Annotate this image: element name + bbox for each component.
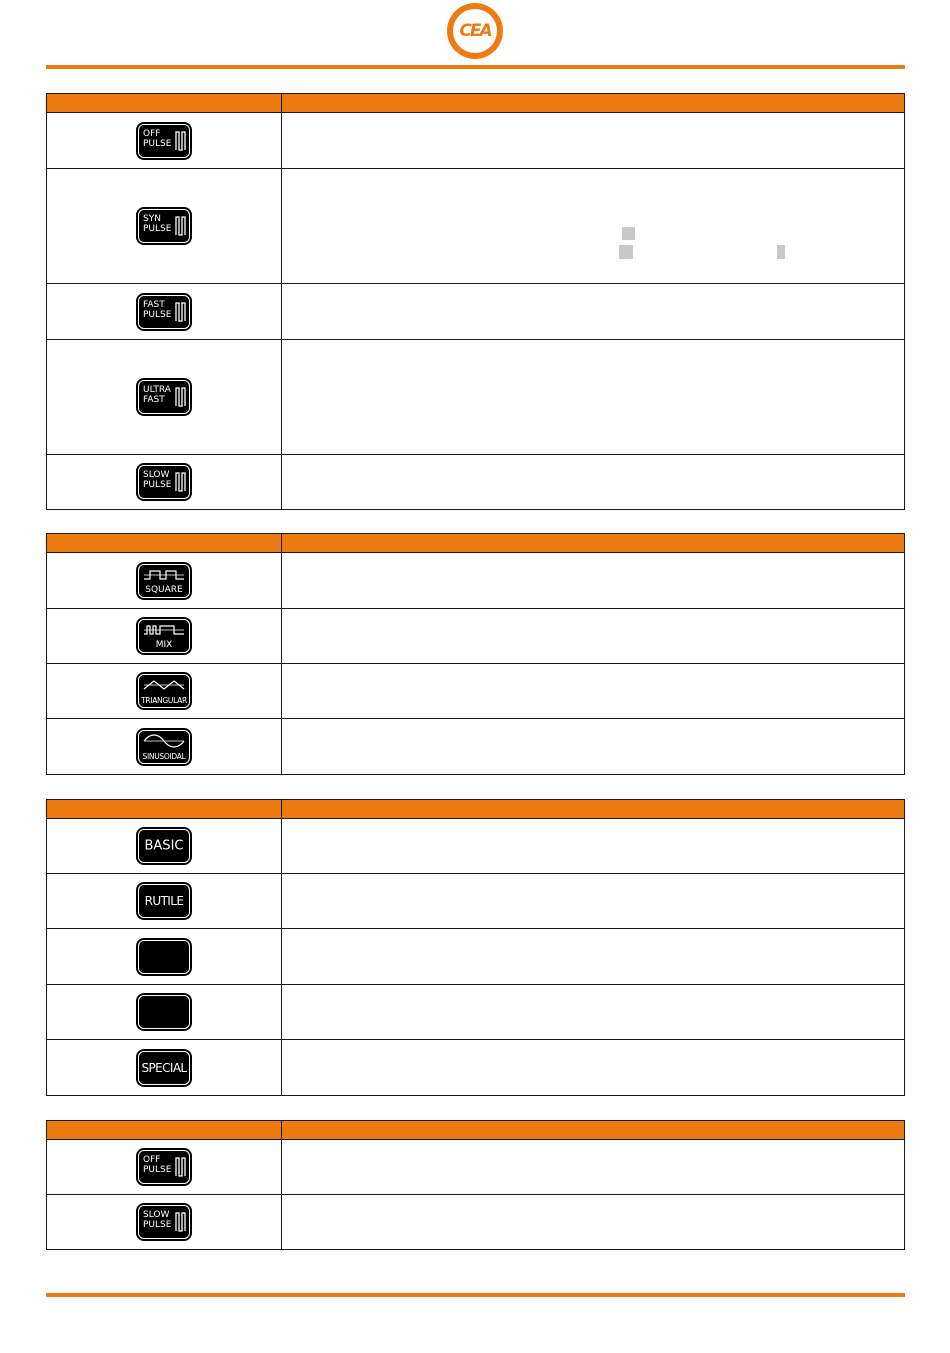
pulse-icon: [175, 1157, 186, 1177]
table-row: [47, 929, 905, 985]
button-line2: FAST: [143, 395, 165, 405]
table-header-left: [47, 800, 282, 819]
description-cell: [282, 169, 905, 284]
description-cell: [282, 664, 905, 719]
table-row: [47, 985, 905, 1040]
triangular-wave-icon: [142, 677, 186, 695]
pulse-icon: [175, 1212, 186, 1232]
table-row: [47, 553, 905, 609]
table-header-right: [282, 1121, 905, 1140]
table-row: [47, 1195, 905, 1250]
table-header-right: [282, 534, 905, 553]
table-row: [47, 819, 905, 874]
triangular-wave-button[interactable]: [136, 672, 192, 710]
logo-text: CEA: [459, 21, 491, 41]
table-header-right: [282, 94, 905, 113]
description-cell: [282, 340, 905, 455]
basic-button[interactable]: [136, 827, 192, 865]
description-cell: [282, 719, 905, 775]
off-pulse-button[interactable]: [136, 122, 192, 160]
square-wave-button[interactable]: [136, 562, 192, 600]
pulse-icon: [175, 302, 186, 322]
button-line1: FAST: [143, 299, 165, 310]
button-line1: SYN: [143, 214, 161, 224]
button-label: TRIANGULAR: [141, 696, 187, 705]
blank-button[interactable]: [136, 993, 192, 1031]
redacted-mark: [619, 245, 633, 259]
redacted-mark: [777, 245, 785, 259]
description-cell: [282, 1140, 905, 1195]
button-line2: PULSE: [143, 1165, 172, 1175]
syn-pulse-button[interactable]: [136, 207, 192, 245]
description-cell: [282, 1195, 905, 1250]
button-label: RUTILE: [144, 894, 184, 908]
rutile-button[interactable]: [136, 882, 192, 920]
button-label: SPECIAL: [141, 1060, 187, 1075]
sinusoidal-wave-button[interactable]: [136, 728, 192, 766]
description-cell: [282, 455, 905, 510]
button-line1: SLOW: [143, 470, 170, 480]
description-cell: [282, 113, 905, 169]
table-header-left: [47, 1121, 282, 1140]
button-line1: OFF: [143, 1155, 161, 1165]
cea-logo: [447, 3, 503, 59]
table-row: [47, 113, 905, 169]
table-row: [47, 284, 905, 340]
table-row: [47, 340, 905, 455]
button-line1: ULTRA: [143, 385, 171, 395]
table-row: [47, 1040, 905, 1096]
description-cell: [282, 929, 905, 985]
footer-rule: [46, 1293, 905, 1297]
redacted-mark: [622, 227, 635, 240]
slow-pulse-button[interactable]: [136, 1203, 192, 1241]
electrode-table: [46, 799, 905, 1096]
square-wave-icon: [142, 567, 186, 585]
button-label: SINUSOIDAL: [142, 751, 186, 761]
table-row: [47, 455, 905, 510]
button-line2: PULSE: [143, 138, 172, 149]
button-label: SQUARE: [145, 584, 183, 595]
special-button[interactable]: [136, 1049, 192, 1087]
waveform-table: [46, 533, 905, 775]
pulse-icon: [175, 131, 186, 151]
blank-button[interactable]: [136, 938, 192, 976]
table-row: [47, 664, 905, 719]
description-cell: [282, 1040, 905, 1096]
sinusoidal-wave-icon: [142, 733, 186, 751]
slow-pulse-button[interactable]: [136, 463, 192, 501]
button-label: BASIC: [144, 838, 184, 854]
table-row: [47, 169, 905, 284]
button-line2: PULSE: [143, 224, 172, 234]
mix-wave-button[interactable]: [136, 617, 192, 655]
header-rule: [46, 65, 905, 69]
fast-pulse-button[interactable]: [136, 293, 192, 331]
description-cell: [282, 553, 905, 609]
button-line2: PULSE: [143, 1220, 172, 1230]
ultra-fast-button[interactable]: [136, 378, 192, 416]
pulse-icon: [175, 387, 186, 407]
table-row: [47, 609, 905, 664]
table-row: [47, 874, 905, 929]
button-line2: PULSE: [143, 480, 172, 490]
description-cell: [282, 819, 905, 874]
pulse-icon: [175, 472, 186, 492]
pulse-modes-table: [46, 93, 905, 510]
description-cell: [282, 874, 905, 929]
button-line1: OFF: [143, 128, 161, 139]
table-header-right: [282, 800, 905, 819]
description-cell: [282, 985, 905, 1040]
button-line2: PULSE: [143, 309, 172, 320]
table-row: [47, 719, 905, 775]
description-cell: [282, 284, 905, 340]
off-pulse-button[interactable]: [136, 1148, 192, 1186]
pulse-modes-table-2: [46, 1120, 905, 1250]
table-row: [47, 1140, 905, 1195]
button-label: MIX: [155, 640, 173, 650]
table-header-left: [47, 534, 282, 553]
pulse-icon: [175, 216, 186, 236]
description-cell: [282, 609, 905, 664]
mix-wave-icon: [142, 622, 186, 640]
button-line1: SLOW: [143, 1210, 170, 1220]
table-header-left: [47, 94, 282, 113]
